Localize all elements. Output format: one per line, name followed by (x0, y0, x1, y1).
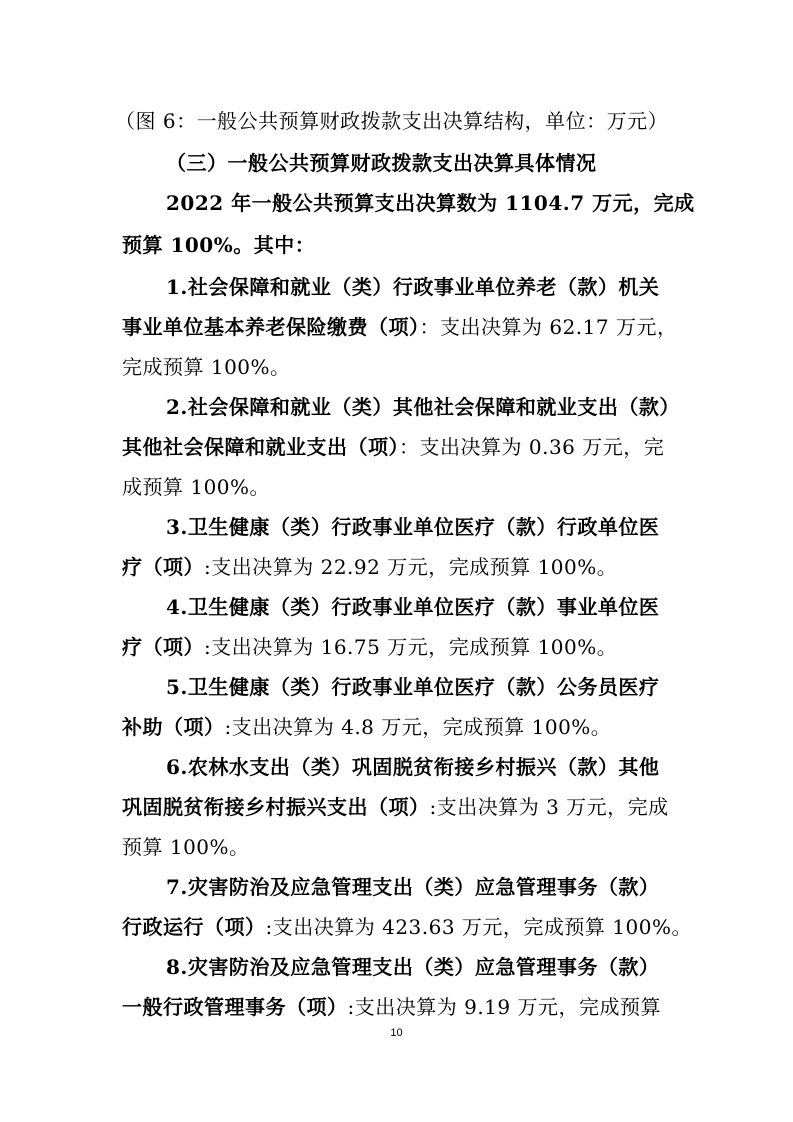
item-5-detail: :支出决算为 4.8 万元，完成预算 100%。 (224, 715, 612, 739)
item-7-detail: :支出决算为 423.63 万元，完成预算 100%。 (265, 915, 692, 939)
item-8-line-2 (122, 994, 661, 1020)
item-8-detail: :支出决算为 9.19 万元，完成预算 (347, 995, 661, 1019)
item-2-line-3: 成预算 100%。 (122, 475, 271, 499)
item-6-line-2 (122, 794, 669, 820)
item-6-line-1: 6.农林水支出（类）巩固脱贫衔接乡村振兴（款）其他 (166, 755, 660, 779)
item-2-line-2 (122, 434, 664, 460)
item-4-title: 疗（项） (122, 635, 204, 659)
item-5-line-1: 5.卫生健康（类）行政事业单位医疗（款）公务员医疗 (166, 675, 660, 699)
item-7-line-2 (122, 914, 692, 940)
item-6-title: 巩固脱贫衔接乡村振兴支出（项） (122, 795, 430, 819)
item-1-title: 事业单位基本养老保险缴费（项） (122, 315, 420, 339)
section-heading: （三）一般公共预算财政拨款支出决算具体情况 (166, 151, 597, 175)
item-4-line-1: 4.卫生健康（类）行政事业单位医疗（款）事业单位医 (166, 595, 660, 619)
item-1-line-3: 完成预算 100%。 (122, 355, 291, 379)
item-8-line-1: 8.灾害防治及应急管理支出（类）应急管理事务（款） (166, 955, 660, 979)
item-3-line-2 (122, 554, 617, 580)
item-4-detail: :支出决算为 16.75 万元，完成预算 100%。 (204, 635, 618, 659)
item-1-line-1: 1.社会保障和就业（类）行政事业单位养老（款）机关 (166, 275, 660, 299)
item-6-detail: :支出决算为 3 万元，完成 (429, 795, 669, 819)
item-4-line-2 (122, 634, 617, 660)
summary-line-2: 预算 100%。其中： (122, 233, 316, 257)
item-5-title: 补助（项） (122, 715, 225, 739)
summary-line-1: 2022 年一般公共预算支出决算数为 1104.7 万元，完成 (166, 191, 695, 215)
item-8-title: 一般行政管理事务（项） (122, 995, 348, 1019)
item-7-line-1: 7.灾害防治及应急管理支出（类）应急管理事务（款） (166, 875, 660, 899)
item-6-line-3: 预算 100%。 (122, 835, 250, 859)
page-number: 10 (390, 1027, 403, 1039)
figure-caption: （图 6：一般公共预算财政拨款支出决算结构，单位：万元） (115, 109, 669, 133)
item-3-line-1: 3.卫生健康（类）行政事业单位医疗（款）行政单位医 (166, 515, 660, 539)
item-3-title: 疗（项） (122, 555, 204, 579)
item-1-detail: ：支出决算为 62.17 万元， (419, 315, 678, 339)
item-2-title: 其他社会保障和就业支出（项） (122, 435, 399, 459)
item-2-line-1: 2.社会保障和就业（类）其他社会保障和就业支出（款） (166, 395, 680, 419)
item-2-detail: ：支出决算为 0.36 万元，完 (399, 435, 665, 459)
item-1-line-2 (122, 314, 677, 340)
item-5-line-2 (122, 714, 611, 740)
item-3-detail: :支出决算为 22.92 万元，完成预算 100%。 (204, 555, 618, 579)
item-7-title: 行政运行（项） (122, 915, 266, 939)
